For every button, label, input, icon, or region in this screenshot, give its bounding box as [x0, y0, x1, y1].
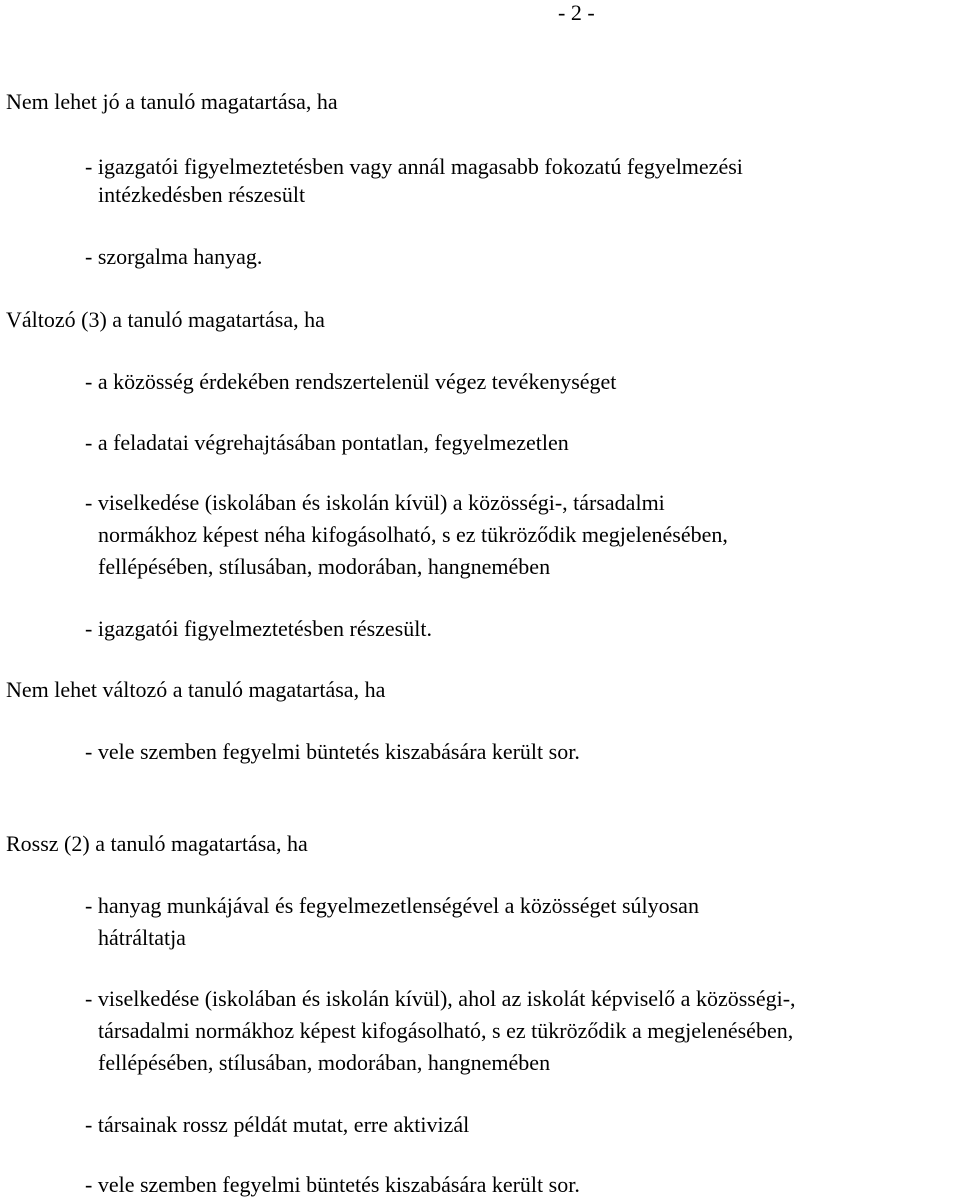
list-item: - a közösség érdekében rendszertelenül végez tevékenységet: [85, 369, 617, 394]
list-item-continuation: intézkedésben részesült: [98, 182, 306, 207]
list-item-continuation: hátráltatja: [98, 925, 186, 950]
list-item: - igazgatói figyelmeztetésben vagy annál magasabb fokozatú fegyelmezési: [85, 154, 743, 179]
list-item: - hanyag munkájával és fegyelmezetlenségével a közösséget súlyosan: [85, 893, 699, 918]
list-item: - viselkedése (iskolában és iskolán kívül) a közösségi-, társadalmi: [85, 490, 665, 515]
section-heading: Rossz (2) a tanuló magatartása, ha: [6, 831, 308, 856]
list-item: - társainak rossz példát mutat, erre aktivizál: [85, 1112, 470, 1137]
list-item-continuation: fellépésében, stílusában, modorában, hangnemében: [98, 554, 551, 579]
section-heading: Nem lehet jó a tanuló magatartása, ha: [6, 89, 338, 114]
list-item: - vele szemben fegyelmi büntetés kiszabására került sor.: [85, 739, 580, 764]
section-heading: Nem lehet változó a tanuló magatartása, ha: [6, 677, 386, 702]
list-item: - vele szemben fegyelmi büntetés kiszabására került sor.: [85, 1172, 580, 1197]
list-item: - szorgalma hanyag.: [85, 244, 263, 269]
list-item-continuation: normákhoz képest néha kifogásolható, s ez tükröződik megjelenésében,: [98, 522, 728, 547]
section-heading: Változó (3) a tanuló magatartása, ha: [6, 307, 325, 332]
list-item: - igazgatói figyelmeztetésben részesült.: [85, 616, 432, 641]
list-item: - viselkedése (iskolában és iskolán kívül), ahol az iskolát képviselő a közösségi-,: [85, 986, 796, 1011]
list-item: - a feladatai végrehajtásában pontatlan, fegyelmezetlen: [85, 430, 569, 455]
list-item-continuation: társadalmi normákhoz képest kifogásolható, s ez tükröződik a megjelenésében,: [98, 1018, 794, 1043]
page-number: - 2 -: [558, 0, 595, 25]
list-item-continuation: fellépésében, stílusában, modorában, hangnemében: [98, 1050, 551, 1075]
